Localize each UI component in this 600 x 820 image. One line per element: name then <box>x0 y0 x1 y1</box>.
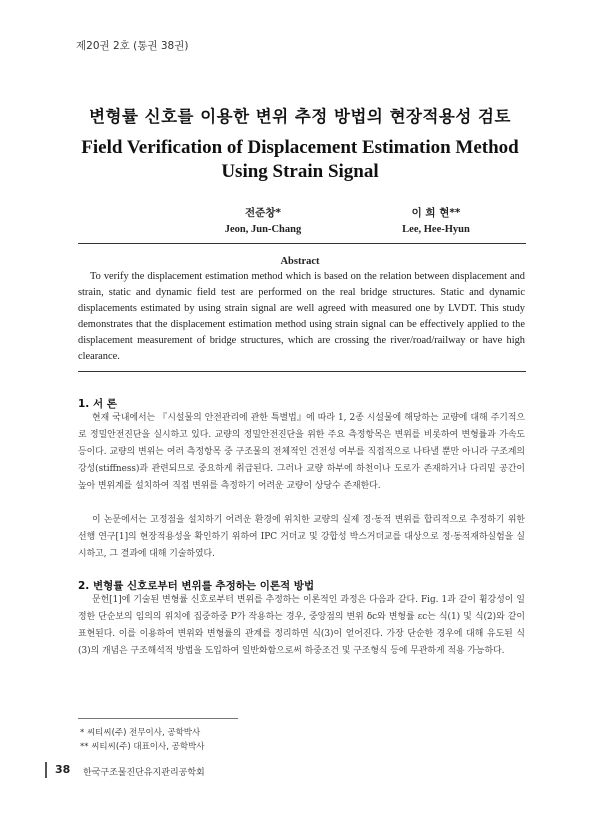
author-2-name-en: Lee, Hee-Hyun <box>402 224 470 235</box>
title-english <box>60 136 540 184</box>
title-korean: 변형률 신호를 이용한 변위 추정 방법의 현장적용성 검토 <box>89 107 511 126</box>
divider-top <box>78 243 526 244</box>
section-1-heading: 1. 서 론 <box>78 398 117 410</box>
section-1-paragraph-1: 현재 국내에서는 『시설물의 안전관리에 관한 특별법』에 따라 1, 2종 시설물에 해당하는 교량에 대해 주기적으로 정밀안전진단을 실시하고 있다. 교량의 정밀안전진단을 위한 주요 측정항목은 변위를 비롯하여 변형률과 가속도 등이다. 교량의 변위는 여러 측정항목 중 구조물의 전체적인 건전성 여부를 직접적으로 나타낼 뿐만 아니라 구조계의 강성(stiffness)과 관련되므로 중요하게 취급된다. 그러나 교량 하부에 하천이나 도로가 존재하거나 다리밑 공간이 높아 변위계를 설치하여 직접 변위를 측정하기 어려운 교량이 상당수 존재한다. <box>78 413 525 491</box>
section-2-heading: 2. 변형률 신호로부터 변위를 추정하는 이론적 방법 <box>78 580 315 592</box>
author-1 <box>218 205 308 235</box>
author-1-name-en: Jeon, Jun-Chang <box>224 224 302 235</box>
footnote-divider <box>78 718 238 719</box>
footnote-2: ** 씨티씨(주) 대표이사, 공학박사 <box>80 742 205 752</box>
page-number: 38 <box>55 763 71 776</box>
journal-issue-header: 제20권 2호 (통권 38권) <box>76 40 189 52</box>
page-number-bar <box>45 762 47 778</box>
abstract-heading: Abstract <box>280 256 320 267</box>
journal-name: 한국구조물진단유지관리공학회 <box>83 768 205 778</box>
title-english-line2: Using Strain Signal <box>221 161 379 182</box>
author-2 <box>386 205 486 235</box>
title-english-line1: Field Verification of Displacement Estimation Method <box>81 137 519 158</box>
section-2-paragraph-1: 문헌[1]에 기술된 변형률 신호로부터 변위를 추정하는 이론적인 과정은 다음과 같다. Fig. 1과 같이 휨강성이 일정한 단순보의 임의의 위치에 집중하중 P가 작용하는 경우, 중앙점의 변위 δc와 변형률 εc는 식(1) 및 식(2)와 같이 표현된다. 이를 이용하여 변위와 변형률의 관계를 정리하면 식(3)이 얻어진다. 가장 단순한 경우에 대해 유도된 식(3)의 개념은 구조해석적 방법을 도입하여 일반화함으로써 하중조건 및 구조형식 등에 무관하게 적용 가능하다. <box>78 595 525 656</box>
section-1-paragraph-2: 이 논문에서는 고정점을 설치하기 어려운 환경에 위치한 교량의 실제 정·동적 변위를 합리적으로 추정하기 위한 선행 연구[1]의 현장적용성을 확인하기 위하여 IPC 거더교 및 강합성 박스거더교를 대상으로 정·동적재하실험을 실시하고, 그 결과에 대해 기술하였다. <box>78 515 525 559</box>
divider-bottom <box>78 371 526 372</box>
author-2-name-ko: 이 희 현** <box>411 207 461 219</box>
author-1-name-ko: 전준창* <box>245 207 281 219</box>
footnote-1: * 씨티씨(주) 전무이사, 공학박사 <box>80 728 201 738</box>
abstract-text: To verify the displacement estimation method which is based on the relation between displacement and strain, static and dynamic field test are performed on the real bridge structures. Static and dynamic displacements estimated by using strain signal are well agreed with measured one by LVDT. This study demonstrates that the displacement estimation method using strain signal can be effectively applied to the displacement measurement of bridge structures, which are crossing the river/road/railway or have high clearance. <box>78 271 525 362</box>
